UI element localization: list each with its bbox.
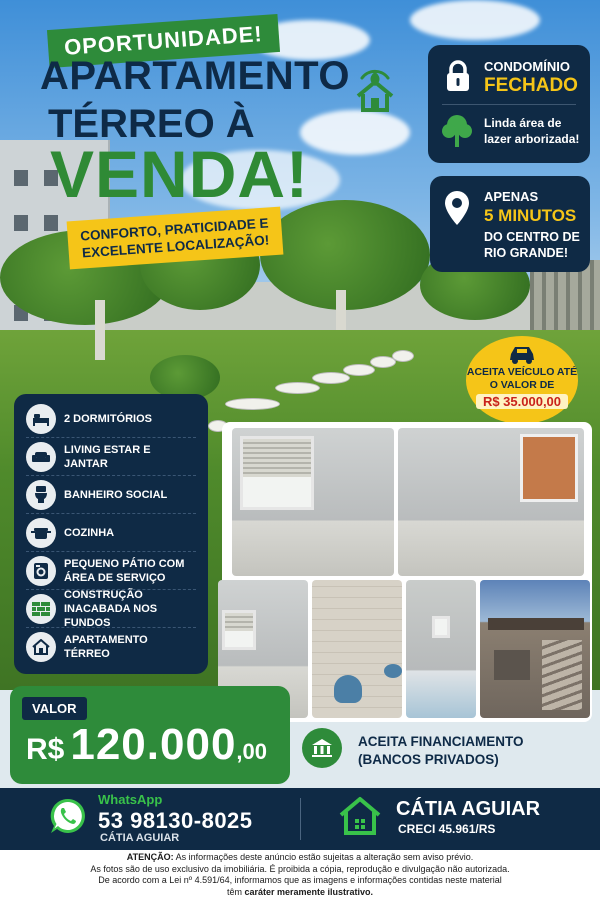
feature-label: BANHEIRO SOCIAL xyxy=(64,488,168,501)
tree-icon xyxy=(440,113,474,149)
disclaimer-line-3: De acordo com a Lei nº 4.591/64, informamos que as imagens e informações contidas neste material xyxy=(98,875,502,885)
pot-icon xyxy=(26,518,56,548)
feature-label: COZINHA xyxy=(64,526,115,539)
location-prefix: APENAS xyxy=(484,189,539,204)
broker-house-icon xyxy=(338,796,382,836)
plant-pot xyxy=(392,350,414,362)
divider xyxy=(442,104,576,105)
feature-label: PEQUENO PÁTIO COM ÁREA DE SERVIÇO xyxy=(64,557,185,584)
location-detail: DO CENTRO DE RIO GRANDE! xyxy=(484,230,580,260)
broker-name: CÁTIA AGUIAR xyxy=(396,798,541,820)
financing-info xyxy=(292,720,592,780)
cloud xyxy=(410,0,540,40)
cloud xyxy=(300,110,410,155)
list-item xyxy=(26,400,196,438)
plant-pot xyxy=(312,372,350,384)
location-highlight: 5 MINUTOS xyxy=(484,206,577,225)
disclaimer-bold: ATENÇÃO: xyxy=(126,852,174,862)
house-logo-icon xyxy=(350,66,400,116)
condominium-box xyxy=(428,45,590,163)
plant-pot xyxy=(275,382,320,394)
opportunity-badge: OPORTUNIDADE! xyxy=(47,14,280,68)
feature-label: APARTAMENTO TÉRREO xyxy=(64,634,148,660)
photo-bathroom[interactable] xyxy=(312,580,402,718)
broker-creci: CRECI 45.961/RS xyxy=(398,822,496,836)
disclaimer xyxy=(0,850,600,900)
whatsapp-label: WhatsApp xyxy=(98,792,163,807)
features-list xyxy=(14,394,208,674)
disclaimer-line-4: têm caráter meramente ilustrativo. xyxy=(226,886,374,897)
feature-label: CONSTRUÇÃO INACABADA NOS FUNDOS xyxy=(64,588,158,629)
bed-icon xyxy=(26,404,56,434)
contact-name: CÁTIA AGUIAR xyxy=(100,832,180,844)
location-box xyxy=(430,176,590,272)
bank-icon xyxy=(302,728,342,768)
photo-unfinished-construction[interactable] xyxy=(480,580,590,718)
condominium-label: CONDOMÍNIO xyxy=(484,59,570,74)
vehicle-badge xyxy=(466,336,578,424)
phone-number[interactable]: 53 98130-8025 xyxy=(98,808,253,833)
list-item xyxy=(26,590,196,628)
bricks-icon xyxy=(26,594,56,624)
sofa-icon xyxy=(26,442,56,472)
toilet-icon xyxy=(26,480,56,510)
photo-bedroom-1[interactable] xyxy=(232,428,394,576)
headline-line-1: APARTAMENTO xyxy=(40,54,350,98)
headline-line-3: VENDA! xyxy=(50,137,310,211)
lock-icon xyxy=(444,59,472,93)
divider xyxy=(300,798,301,840)
sink xyxy=(384,664,402,678)
list-item xyxy=(26,438,196,476)
tagline-banner: CONFORTO, PRATICIDADE E EXCELENTE LOCALIZAÇÃO! xyxy=(67,207,284,270)
price-currency: R$ xyxy=(26,733,65,766)
house-icon xyxy=(26,632,56,662)
list-item xyxy=(26,514,196,552)
photo-hallway[interactable] xyxy=(406,580,476,718)
location-pin-icon xyxy=(444,190,470,226)
list-item xyxy=(26,476,196,514)
price-amount: 120.000 xyxy=(70,720,237,769)
condominium-highlight: FECHADO xyxy=(484,75,578,96)
washing-machine-icon xyxy=(26,556,56,586)
condominium-detail: Linda área de lazer arborizada! xyxy=(484,116,580,146)
vehicle-text: ACEITA VEÍCULO ATÉ O VALOR DE xyxy=(466,366,578,391)
car-icon xyxy=(508,344,536,364)
list-item xyxy=(26,628,196,666)
plant-pot xyxy=(343,364,375,376)
list-item xyxy=(26,552,196,590)
disclaimer-line-1: ATENÇÃO: As informações deste anúncio estão sujeitas a alteração sem aviso prévio. xyxy=(126,852,474,862)
vehicle-value: R$ 35.000,00 xyxy=(476,394,568,409)
plant-pot xyxy=(225,398,280,410)
whatsapp-icon[interactable] xyxy=(48,796,88,836)
photo-gallery xyxy=(222,422,592,722)
price-label: VALOR xyxy=(22,697,87,720)
disclaimer-line-2: As fotos são de uso exclusivo da imobiliária. É proibida a cópia, reprodução e divulgação não autorizada. xyxy=(90,863,510,874)
feature-label: 2 DORMITÓRIOS xyxy=(64,412,153,425)
price-value xyxy=(26,720,267,770)
financing-line-2: (BANCOS PRIVADOS) xyxy=(358,752,499,767)
financing-line-1: ACEITA FINANCIAMENTO xyxy=(358,734,524,749)
price-cents: ,00 xyxy=(236,739,268,764)
toilet xyxy=(334,675,362,703)
photo-bedroom-2[interactable] xyxy=(398,428,584,576)
feature-label: LIVING ESTAR E JANTAR xyxy=(64,443,151,470)
headline-line-2: TÉRREO À xyxy=(48,102,255,146)
